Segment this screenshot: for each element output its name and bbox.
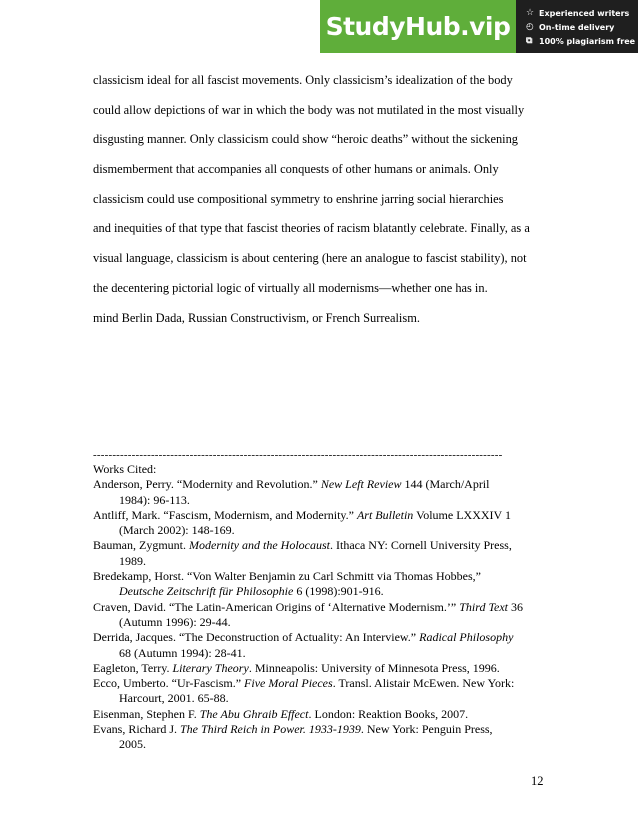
reference-entry: Ecco, Umberto. “Ur-Fascism.” Five Moral Pieces. Transl. Alistair McEwen. New York: Harcourt, 2001. 65-88.	[93, 676, 515, 706]
reference-entry: Antliff, Mark. “Fascism, Modernism, and Modernity.” Art Bulletin Volume LXXXIV 1 (March 2002): 148-169.	[93, 507, 511, 538]
banner-feature-label: On-time delivery	[539, 22, 615, 32]
studyhub-logo: StudyHub.vip	[320, 0, 516, 53]
body-paragraph	[93, 66, 563, 333]
body-line: could allow depictions of war in which the body was not mutilated in the most visually	[93, 102, 525, 117]
page-number: 12	[531, 774, 544, 788]
reference-entry: Derrida, Jacques. “The Deconstruction of Actuality: An Interview.” Radical Philosophy 68 (Autumn 1994): 28-41.	[93, 630, 514, 660]
body-line: mind Berlin Dada, Russian Constructivism, or French Surrealism.	[93, 310, 420, 325]
clock-icon: ◴	[526, 22, 534, 32]
reference-entry: Evans, Richard J. The Third Reich in Power. 1933-1939. New York: Penguin Press, 2005.	[93, 722, 493, 752]
footnote-separator: ----------------------------------------------------------------------------------------------------------	[93, 449, 503, 461]
works-cited	[93, 462, 548, 753]
reference-entry: Bredekamp, Horst. “Von Walter Benjamin zu Carl Schmitt via Thomas Hobbes,” Deutsche Zeitschrift für Philosophie 6 (1998):901-916.	[93, 569, 481, 599]
banner-feature-plagiarism	[526, 34, 636, 48]
banner-features	[526, 6, 636, 48]
body-line: dismemberment that accompanies all conquests of other humans or animals. Only	[93, 162, 499, 177]
studyhub-banner[interactable]	[320, 0, 638, 53]
star-icon: ☆	[526, 8, 535, 18]
body-line: the decentering pictorial logic of virtually all modernisms—whether one has in.	[93, 280, 488, 295]
copy-icon: ⧉	[526, 36, 533, 46]
reference-entry: Craven, David. “The Latin-American Origins of ‘Alternative Modernism.’” Third Text 36 (Autumn 1996): 29-44.	[93, 599, 524, 629]
reference-entry: Bauman, Zygmunt. Modernity and the Holocaust. Ithaca NY: Cornell University Press, 1989.	[93, 538, 512, 568]
banner-feature-label: Experienced writers	[539, 8, 630, 18]
body-line: disgusting manner. Only classicism could show “heroic deaths” without the sickening	[93, 132, 518, 147]
banner-feature-delivery	[526, 20, 636, 34]
body-line: classicism ideal for all fascist movements. Only classicism’s idealization of the body	[93, 73, 513, 87]
banner-feature-writers	[526, 6, 636, 20]
reference-entry: Anderson, Perry. “Modernity and Revolution.” New Left Review 144 (March/April 1984): 96-113.	[93, 477, 490, 507]
body-line: and inequities of that type that fascist theories of racism blatantly celebrate. Finally, as a	[93, 221, 530, 236]
body-line: visual language, classicism is about centering (here an analogue to fascist stability), not	[93, 251, 527, 266]
reference-entry: Eisenman, Stephen F. The Abu Ghraib Effect. London: Reaktion Books, 2007.	[93, 706, 469, 721]
body-line: classicism could use compositional symmetry to enshrine jarring social hierarchies	[93, 191, 504, 206]
banner-feature-label: 100% plagiarism free	[539, 36, 636, 46]
works-cited-title: Works Cited:	[93, 462, 157, 476]
reference-entry: Eagleton, Terry. Literary Theory. Minneapolis: University of Minnesota Press, 1996.	[93, 660, 500, 675]
